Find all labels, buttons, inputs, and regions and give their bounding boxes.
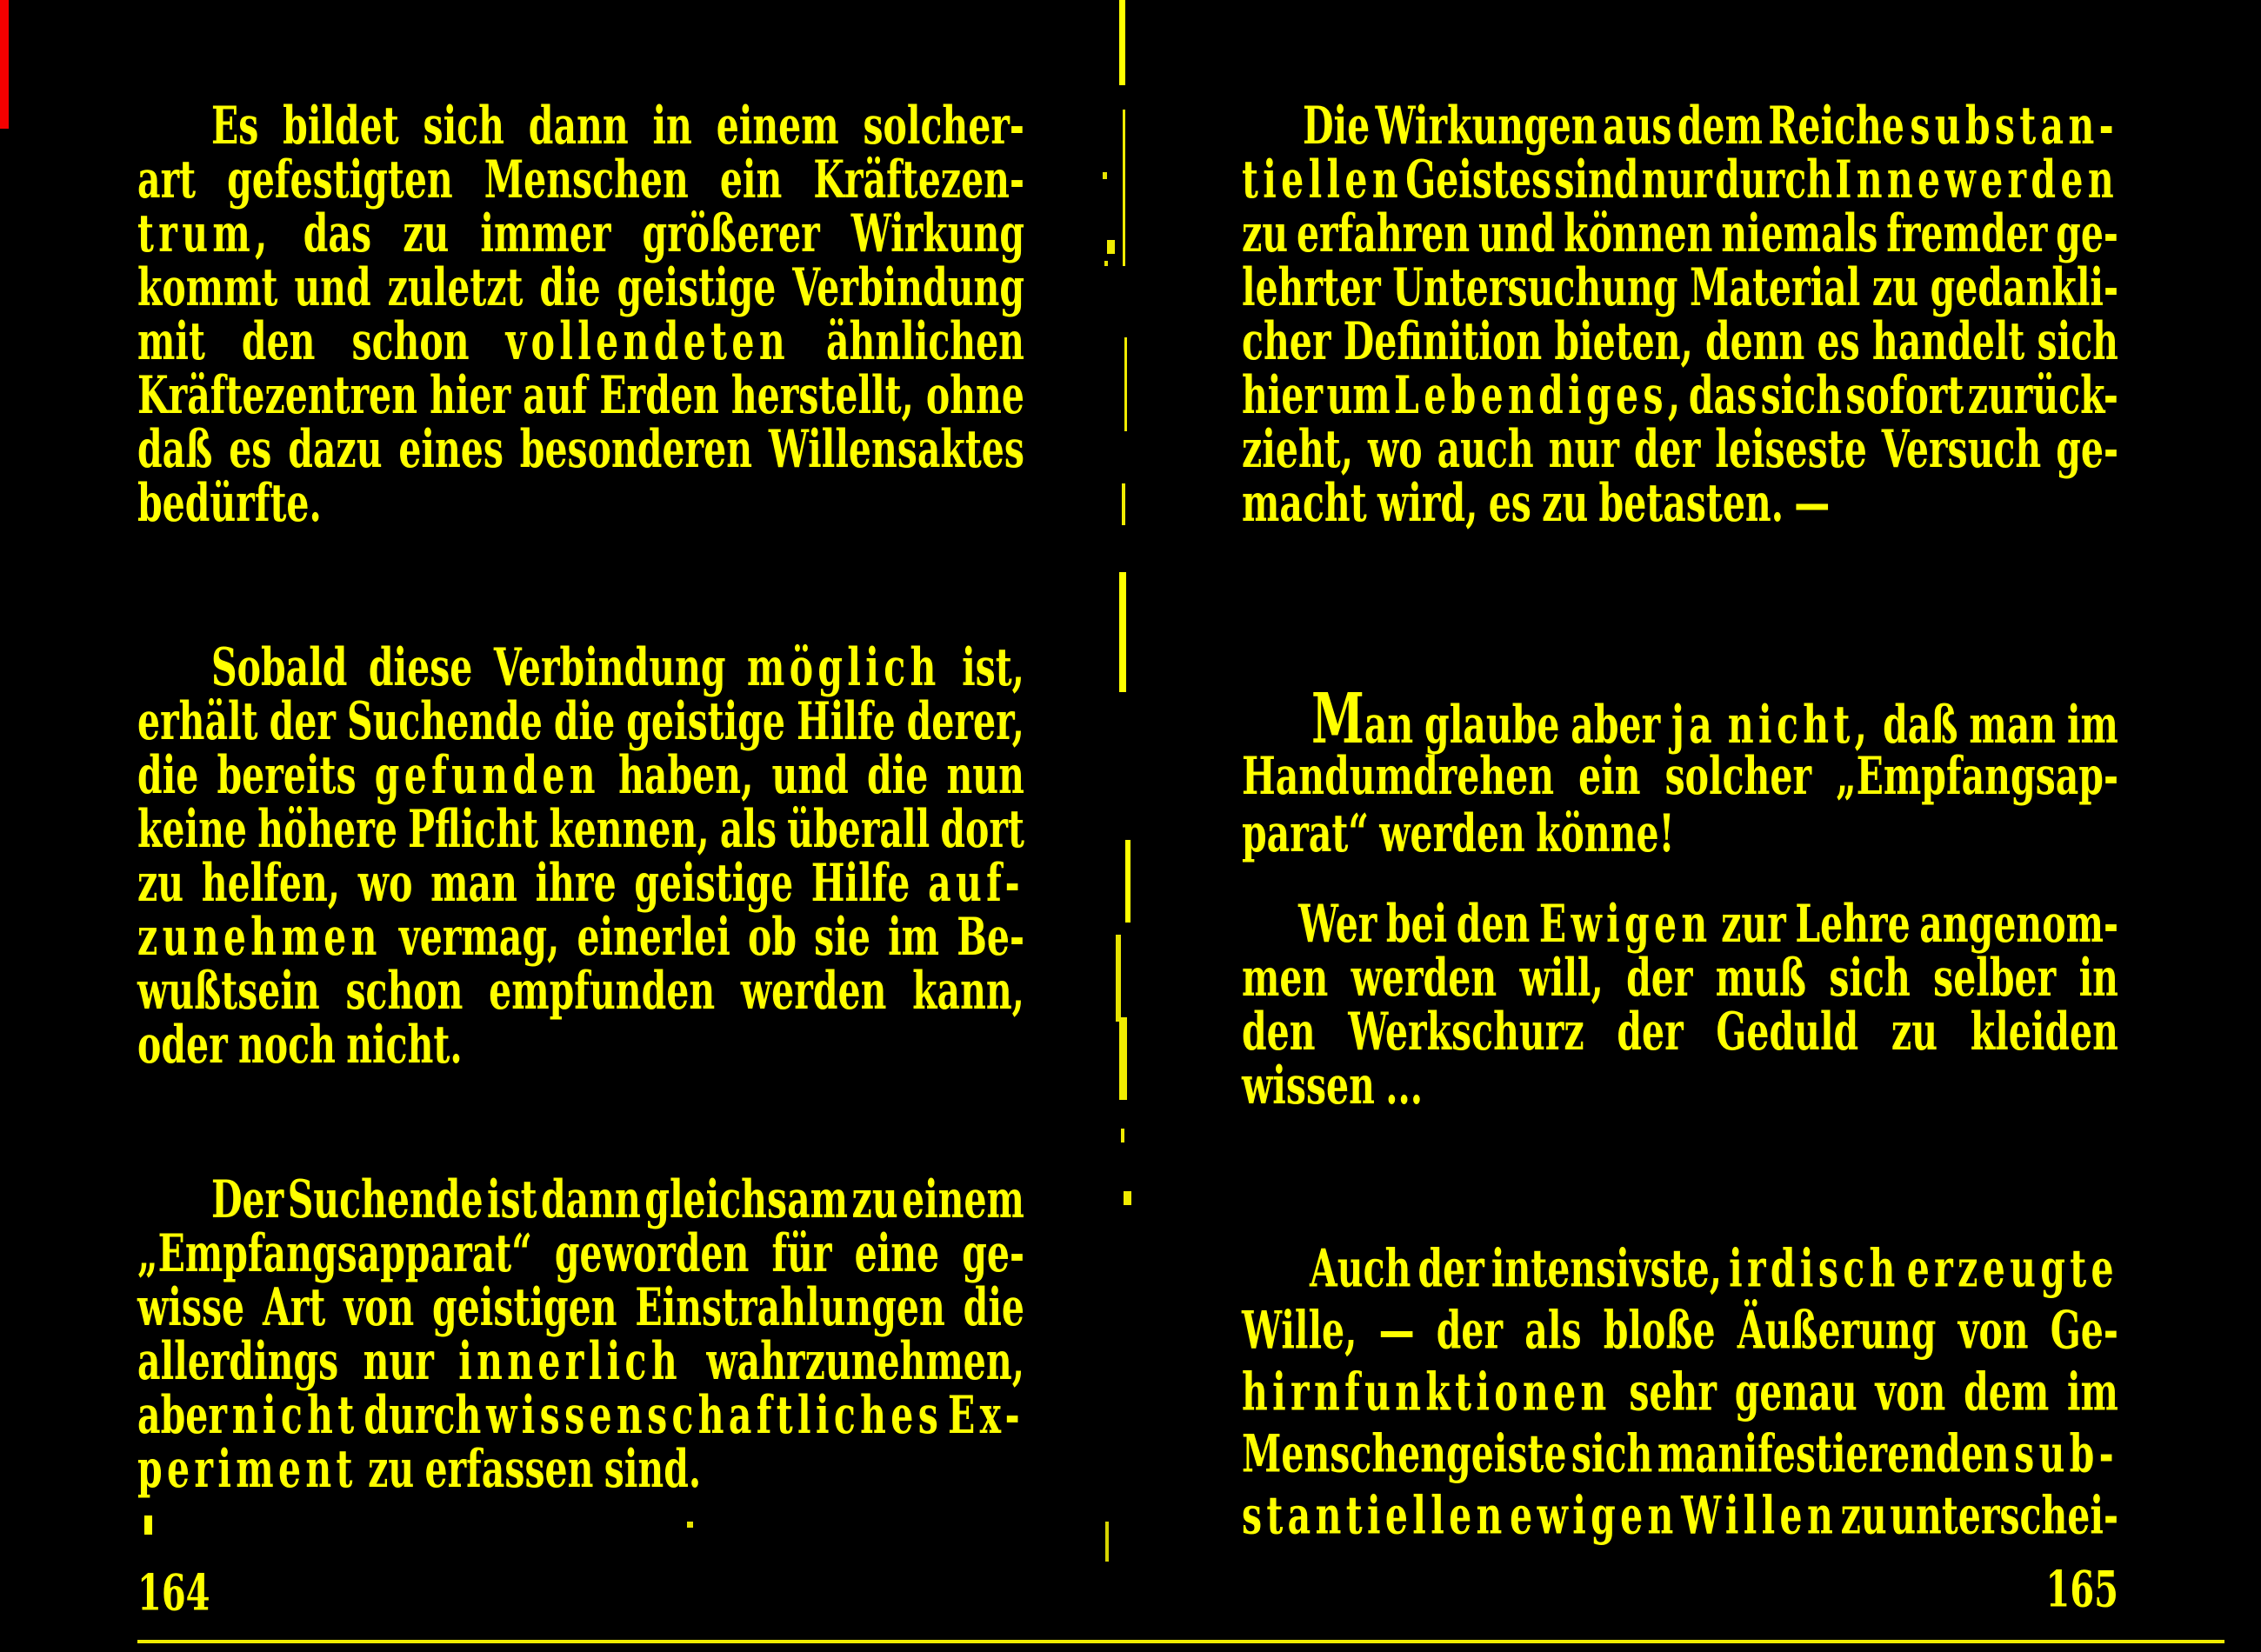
- word: aus: [1603, 95, 1672, 157]
- word: die: [137, 744, 199, 806]
- word: der: [269, 690, 336, 752]
- word: Suchende: [347, 690, 543, 752]
- word: zu: [1840, 1485, 1887, 1546]
- word: nun: [946, 744, 1024, 806]
- word: herstellt,: [730, 364, 914, 426]
- word: dort: [940, 798, 1024, 860]
- word: Es: [211, 95, 259, 157]
- word: innerlich: [458, 1330, 682, 1392]
- word: auf: [523, 364, 588, 426]
- word: durch: [363, 1384, 482, 1446]
- word: ihre: [535, 852, 617, 914]
- word: als: [1524, 1300, 1582, 1361]
- word: Wirkungen: [1375, 95, 1597, 157]
- word: trum,: [137, 203, 272, 264]
- word: angenom-: [1919, 893, 2118, 955]
- text-line: [1242, 1471, 2118, 1561]
- word: bildet: [283, 95, 399, 157]
- word: solcher-: [863, 95, 1024, 157]
- word: ge-: [2056, 418, 2118, 480]
- word: stantiellen: [1242, 1485, 1507, 1546]
- word: zunehmen: [137, 906, 382, 968]
- word: unterschei-: [1890, 1485, 2118, 1546]
- word: vollendeten: [505, 310, 790, 372]
- word: wahrzunehmen,: [706, 1330, 1024, 1392]
- word: einem: [902, 1169, 1024, 1230]
- word: werden: [740, 960, 887, 1022]
- word: keine: [137, 798, 247, 860]
- word: wo: [357, 852, 413, 914]
- word: dann: [528, 95, 629, 157]
- noise-speck: [1104, 261, 1108, 266]
- gutter-line-segment: [1124, 337, 1127, 431]
- word: zu: [851, 1169, 898, 1230]
- word: Willensaktes: [768, 418, 1024, 480]
- gutter-line-segment: [1123, 110, 1125, 266]
- word: im: [2066, 694, 2118, 756]
- word: noch: [238, 1014, 336, 1076]
- word: zieht,: [1242, 418, 1353, 480]
- text-line: [137, 1430, 1024, 1509]
- word: ge-: [962, 1222, 1024, 1284]
- word: wird,: [1377, 472, 1478, 534]
- word: und: [1478, 203, 1556, 264]
- word: aber: [137, 1384, 227, 1446]
- word: zu: [1542, 472, 1589, 534]
- word: in: [2078, 947, 2118, 1009]
- word: ist,: [962, 636, 1024, 698]
- word: men: [1242, 947, 1329, 1009]
- gutter-line-segment: [1122, 483, 1125, 525]
- word: zu: [1242, 203, 1289, 264]
- word: gleichsam: [644, 1169, 849, 1230]
- word: daß: [137, 418, 213, 480]
- word: nicht.: [346, 1014, 463, 1076]
- word: von: [1958, 1300, 2029, 1361]
- word: können: [1564, 203, 1713, 264]
- word: haben,: [618, 744, 754, 806]
- word: „Empfangsapparat“: [137, 1222, 532, 1284]
- word: der: [1617, 1001, 1684, 1062]
- word: Man: [1311, 676, 1414, 759]
- word: eine: [854, 1222, 940, 1284]
- word: zu: [1891, 1001, 1938, 1062]
- word: auf-: [928, 852, 1024, 914]
- gutter-noise-speck: [1124, 1191, 1131, 1205]
- word: es: [1488, 472, 1531, 534]
- word: daß: [1883, 694, 1958, 756]
- word: erhält: [137, 690, 258, 752]
- word: die: [539, 256, 601, 318]
- word: im: [888, 906, 940, 968]
- word: erfahren: [1296, 203, 1471, 264]
- word: Untersuchung: [1392, 256, 1678, 318]
- word: nur: [1548, 418, 1619, 480]
- word: Material: [1690, 256, 1861, 318]
- word: sehr: [1629, 1362, 1717, 1422]
- word: werden: [1351, 947, 1497, 1009]
- word: selber: [1933, 947, 2057, 1009]
- gutter-line-segment: [1119, 1017, 1127, 1100]
- word: ge-: [2056, 203, 2118, 264]
- word: das: [303, 203, 372, 264]
- word: Menschen: [484, 149, 689, 210]
- word: ohne: [925, 364, 1024, 426]
- word: hirnfunktionen: [1242, 1362, 1611, 1422]
- word: ...: [1385, 1055, 1424, 1116]
- word: periment: [137, 1438, 357, 1500]
- word: Innewerden: [1835, 149, 2118, 210]
- word: solcher: [1664, 745, 1812, 807]
- word: aber: [1571, 694, 1661, 756]
- word: von: [1875, 1362, 1946, 1422]
- word: Definition: [1343, 310, 1543, 372]
- word: oder: [137, 1014, 228, 1076]
- word: sind: [1554, 149, 1639, 210]
- word: hier: [430, 364, 511, 426]
- word: kleiden: [1970, 1001, 2118, 1062]
- word: bei: [1385, 893, 1448, 955]
- word: Der: [211, 1169, 284, 1230]
- word: die: [866, 744, 929, 806]
- word: könne!: [1536, 803, 1675, 864]
- word: die: [553, 690, 616, 752]
- word: wisse: [137, 1276, 245, 1338]
- word: nur: [1641, 149, 1712, 210]
- word: Ge-: [2050, 1300, 2118, 1361]
- word: sub-: [2014, 1423, 2118, 1484]
- word: Wirkung: [850, 203, 1024, 264]
- word: tiellen: [1242, 149, 1403, 210]
- word: Hilfe: [796, 690, 896, 752]
- word: sich: [1760, 364, 1843, 426]
- text-line: [137, 1006, 1024, 1084]
- word: hier: [1242, 364, 1324, 426]
- word: intensivste,: [1491, 1238, 1723, 1299]
- word: nicht,: [1727, 694, 1872, 756]
- noise-speck: [687, 1522, 693, 1528]
- word: mit: [137, 310, 205, 372]
- word: man: [430, 852, 517, 914]
- page-number-left: 164: [137, 1563, 210, 1622]
- paragraph: [1242, 893, 2118, 1116]
- word: Äußerung: [1737, 1300, 1937, 1361]
- word: zu: [1871, 256, 1919, 318]
- word: Wer: [1298, 893, 1377, 955]
- paragraph: [137, 1169, 1024, 1500]
- word: für: [771, 1222, 832, 1284]
- word: sind.: [604, 1438, 702, 1500]
- book-page-right: [1242, 95, 2118, 1549]
- word: geistige: [626, 690, 785, 752]
- word: niemals: [1721, 203, 1878, 264]
- word: eines: [398, 418, 504, 480]
- word: genau: [1734, 1362, 1857, 1422]
- word: Werkschurz: [1348, 1001, 1584, 1062]
- word: von: [343, 1276, 415, 1338]
- text-line: [1242, 1047, 2118, 1125]
- word: bedürfte.: [137, 472, 322, 534]
- word: erzeugte: [1906, 1238, 2118, 1299]
- word: Reiche: [1768, 95, 1904, 157]
- word: Einstrahlungen: [635, 1276, 945, 1338]
- word: leiseste: [1715, 418, 1867, 480]
- word: zu: [403, 203, 450, 264]
- word: durch: [1715, 149, 1833, 210]
- word: und: [294, 256, 371, 318]
- word: sich: [423, 95, 504, 157]
- word: im: [2066, 1362, 2118, 1422]
- word: wo: [1367, 418, 1423, 480]
- word: geistige: [617, 256, 777, 318]
- word: dem: [1677, 95, 1763, 157]
- word: erfassen: [424, 1438, 594, 1500]
- word: macht: [1242, 472, 1367, 534]
- word: Geistes: [1405, 149, 1552, 210]
- word: substan-: [1910, 95, 2118, 157]
- word: es: [1817, 310, 1860, 372]
- word: es: [229, 418, 272, 480]
- paragraph: [1242, 1240, 2118, 1549]
- word: immer: [480, 203, 611, 264]
- word: einerlei: [577, 906, 730, 968]
- word: fremder: [1886, 203, 2048, 264]
- word: geistige: [634, 852, 794, 914]
- word: in: [652, 95, 692, 157]
- word: Verbindung: [493, 636, 726, 698]
- word: kennen,: [549, 798, 710, 860]
- word: Erden: [599, 364, 719, 426]
- word: gefestigten: [227, 149, 453, 210]
- word: einem: [716, 95, 839, 157]
- word: Be-: [957, 906, 1024, 968]
- word: Versuch: [1881, 418, 2042, 480]
- text-line: [1242, 464, 2118, 543]
- word: und: [771, 744, 849, 806]
- word: Lebendiges,: [1394, 364, 1685, 426]
- paragraph: [1242, 95, 2118, 534]
- text-line: [1242, 792, 2118, 876]
- word: Art: [262, 1276, 326, 1338]
- word: den: [1242, 1001, 1316, 1062]
- word: —: [1378, 1300, 1415, 1361]
- paragraph: [137, 636, 1024, 1076]
- book-page-left: [137, 95, 1024, 1500]
- word: Willen: [1681, 1485, 1838, 1546]
- word: dazu: [288, 418, 383, 480]
- word: Die: [1303, 95, 1371, 157]
- word: zuletzt: [387, 256, 524, 318]
- word: Handumdrehen: [1242, 745, 1555, 807]
- word: zurück-: [1967, 364, 2118, 426]
- word: bieten,: [1554, 310, 1693, 372]
- word: sie: [814, 906, 870, 968]
- word: sich: [1829, 947, 1911, 1009]
- word: ob: [748, 906, 797, 968]
- word: kommt: [137, 256, 278, 318]
- word: der: [1417, 1238, 1484, 1299]
- word: auch: [1437, 418, 1534, 480]
- paragraph: [1242, 676, 2118, 864]
- word: dem: [1964, 1362, 2050, 1422]
- word: irdisch: [1729, 1238, 1900, 1299]
- word: wußtsein: [137, 960, 320, 1022]
- word: art: [137, 149, 197, 210]
- word: ewigen: [1510, 1485, 1678, 1546]
- word: sich: [1571, 1423, 1653, 1484]
- word: geistigen: [432, 1276, 617, 1338]
- word: den: [241, 310, 316, 372]
- gutter-line-segment: [1119, 0, 1125, 85]
- word: geworden: [554, 1222, 750, 1284]
- word: Wille,: [1242, 1300, 1357, 1361]
- word: Auch: [1310, 1238, 1411, 1299]
- red-edge-mark: [0, 0, 9, 129]
- word: Pflicht: [408, 798, 539, 860]
- word: Ex-: [948, 1384, 1024, 1446]
- word: kann,: [912, 960, 1024, 1022]
- word: wissen: [1242, 1055, 1375, 1116]
- word: ähnlichen: [825, 310, 1024, 372]
- noise-speck: [1107, 240, 1115, 254]
- word: gefunden: [374, 744, 600, 806]
- word: betasten.: [1598, 472, 1784, 534]
- noise-speck: [144, 1515, 152, 1535]
- word: Suchende: [287, 1169, 484, 1230]
- gutter-line-segment: [1119, 572, 1126, 692]
- word: sofort: [1845, 364, 1964, 426]
- word: höhere: [257, 798, 397, 860]
- word: dann: [541, 1169, 641, 1230]
- word: Verbindung: [792, 256, 1024, 318]
- word: denn: [1704, 310, 1805, 372]
- word: handelt: [1871, 310, 2025, 372]
- word: helfen,: [201, 852, 341, 914]
- word: die: [963, 1276, 1024, 1338]
- word: glaube: [1424, 694, 1560, 756]
- word: überall: [787, 798, 930, 860]
- word: der: [1436, 1300, 1504, 1361]
- word: wissenschaftliches: [486, 1384, 944, 1446]
- gutter-noise-speck: [1121, 1129, 1124, 1142]
- word: der: [1633, 418, 1701, 480]
- word: parat“: [1242, 803, 1369, 864]
- word: der: [1626, 947, 1693, 1009]
- word: größerer: [642, 203, 820, 264]
- word: muß: [1715, 947, 1807, 1009]
- gutter-line-segment: [1125, 840, 1130, 923]
- word: man: [1969, 694, 2057, 756]
- word: cher: [1242, 310, 1331, 372]
- word: ein: [719, 149, 783, 210]
- word: derer,: [906, 690, 1024, 752]
- word: gedankli-: [1930, 256, 2118, 318]
- page-number-right: 165: [2045, 1560, 2118, 1619]
- noise-speck: [1103, 172, 1107, 179]
- word: den: [1456, 893, 1531, 955]
- word: manifestierenden: [1657, 1423, 2010, 1484]
- word: ein: [1578, 745, 1641, 807]
- word: Lehre: [1795, 893, 1911, 955]
- word: ja: [1671, 694, 1717, 756]
- word: um: [1326, 364, 1391, 426]
- word: ist: [486, 1169, 537, 1230]
- word: Menschengeiste: [1242, 1423, 1567, 1484]
- word: schon: [345, 960, 464, 1022]
- word: will,: [1519, 947, 1604, 1009]
- word: möglich: [747, 636, 941, 698]
- word: zur: [1721, 893, 1786, 955]
- word: Kräftezentren: [137, 364, 418, 426]
- word: „Empfangsap-: [1836, 745, 2118, 807]
- text-line: [137, 464, 1024, 543]
- word: zu: [368, 1438, 415, 1500]
- word: Kräftezen-: [813, 149, 1024, 210]
- word: Ewigen: [1538, 893, 1712, 955]
- word: bloße: [1603, 1300, 1716, 1361]
- word: diese: [368, 636, 473, 698]
- word: Sobald: [211, 636, 348, 698]
- word: als: [719, 798, 777, 860]
- gutter-line-segment: [1116, 935, 1121, 1022]
- word: vermag,: [398, 906, 560, 968]
- word: allerdings: [137, 1330, 339, 1392]
- word: nur: [363, 1330, 434, 1392]
- word: sich: [2037, 310, 2118, 372]
- bottom-edge-line: [137, 1640, 2224, 1643]
- word: nicht: [231, 1384, 359, 1446]
- word: werden: [1379, 803, 1525, 864]
- word: Hilfe: [810, 852, 910, 914]
- word: Geduld: [1716, 1001, 1859, 1062]
- word: das: [1688, 364, 1757, 426]
- word: lehrter: [1242, 256, 1381, 318]
- word: bereits: [217, 744, 357, 806]
- gutter-noise-speck: [1105, 1522, 1109, 1562]
- word: —: [1794, 472, 1831, 534]
- word: zu: [137, 852, 184, 914]
- word: schon: [351, 310, 470, 372]
- paragraph: [137, 95, 1024, 534]
- word: empfunden: [489, 960, 716, 1022]
- word: besonderen: [519, 418, 753, 480]
